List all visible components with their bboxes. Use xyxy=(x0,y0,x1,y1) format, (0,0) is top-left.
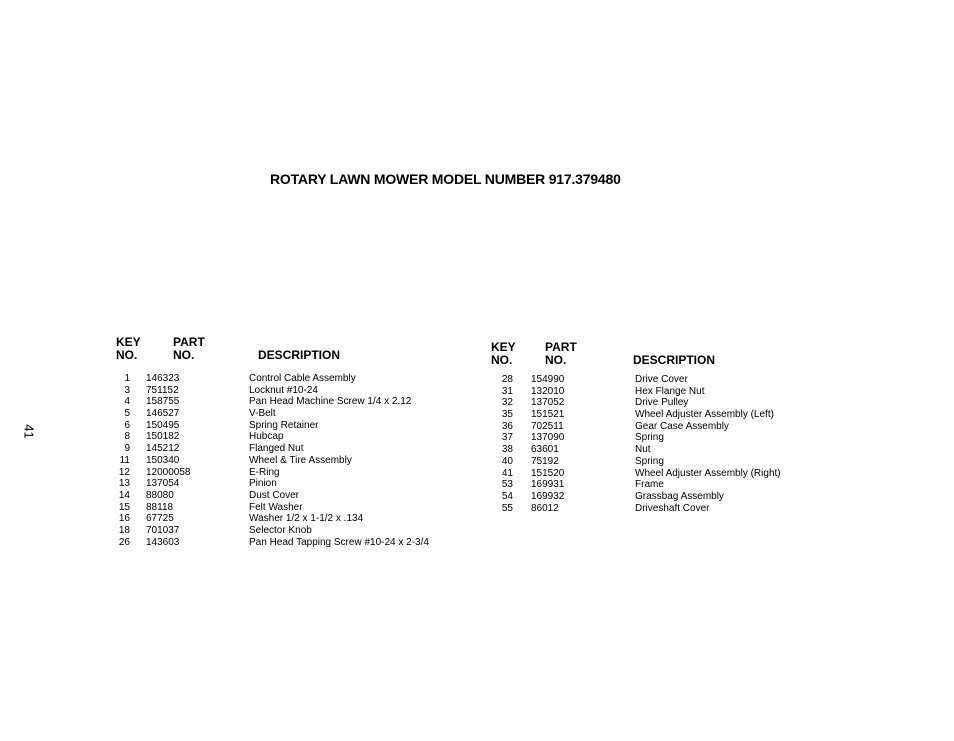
key-number: 37 xyxy=(501,432,513,444)
part-number: 146323 xyxy=(146,373,180,384)
part-number: 132010 xyxy=(531,385,565,397)
part-number: 150182 xyxy=(146,431,180,443)
key-number: 9 xyxy=(124,443,130,455)
part-number: 169932 xyxy=(531,490,565,502)
part-description: Gear Case Assembly xyxy=(635,420,729,432)
part-description: Hubcap xyxy=(249,431,284,443)
key-number: 31 xyxy=(501,385,513,397)
part-description: Locknut #10-24 xyxy=(249,384,318,396)
part-description: Spring xyxy=(635,432,664,444)
part-number: 154990 xyxy=(531,374,565,385)
part-description: Pinion xyxy=(249,478,277,490)
part-description: Flanged Nut xyxy=(249,443,304,455)
part-description: V-Belt xyxy=(249,408,276,420)
key-number: 8 xyxy=(124,431,130,443)
part-description: Wheel & Tire Assembly xyxy=(249,454,352,466)
part-number: 86012 xyxy=(531,502,559,514)
part-description: Washer 1/2 x 1-1/2 x .134 xyxy=(249,513,364,525)
part-description: Hex Flange Nut xyxy=(635,385,705,397)
part-number: 88080 xyxy=(146,489,174,501)
key-number: 41 xyxy=(501,467,513,479)
part-header-line2: NO. xyxy=(173,348,195,362)
part-description: Spring Retainer xyxy=(249,419,319,431)
key-number: 18 xyxy=(118,524,130,536)
part-description: E-Ring xyxy=(249,466,280,478)
part-number: 145212 xyxy=(146,443,180,455)
part-header-line1: PART xyxy=(173,335,205,349)
part-header-line2: NO. xyxy=(545,353,567,367)
part-number: 151520 xyxy=(531,467,565,479)
part-description: Grassbag Assembly xyxy=(635,490,724,502)
key-number: 26 xyxy=(118,536,130,548)
part-description: Nut xyxy=(635,444,651,456)
key-header-line2: NO. xyxy=(116,348,138,362)
key-number: 40 xyxy=(501,455,513,467)
key-number: 5 xyxy=(124,408,130,420)
key-number: 4 xyxy=(124,396,130,408)
part-number: 88118 xyxy=(146,501,174,513)
part-description: Spring xyxy=(635,455,664,467)
part-description: Dust Cover xyxy=(249,489,300,501)
key-number: 53 xyxy=(501,479,513,491)
key-header-line2: NO. xyxy=(491,353,513,367)
key-number: 3 xyxy=(124,384,130,396)
key-number: 11 xyxy=(119,454,130,466)
part-number: 137054 xyxy=(146,478,180,490)
part-description: Wheel Adjuster Assembly (Left) xyxy=(635,409,774,421)
key-number: 28 xyxy=(501,374,513,385)
part-description: Wheel Adjuster Assembly (Right) xyxy=(635,467,781,479)
part-number: 146527 xyxy=(146,408,180,420)
description-header: DESCRIPTION xyxy=(258,348,341,362)
description-header: DESCRIPTION xyxy=(633,353,716,367)
part-description: Driveshaft Cover xyxy=(635,502,710,514)
part-description: Pan Head Tapping Screw #10-24 x 2-3/4 xyxy=(249,536,429,548)
part-description: Drive Pulley xyxy=(635,397,689,409)
part-number: 702511 xyxy=(531,420,564,432)
key-number: 54 xyxy=(501,490,513,502)
part-number: 143603 xyxy=(146,536,180,548)
part-number: 158755 xyxy=(146,396,180,408)
part-description: Felt Washer xyxy=(249,501,303,513)
key-number: 38 xyxy=(501,444,513,456)
key-header-line1: KEY xyxy=(116,335,141,349)
part-number: 150340 xyxy=(146,454,180,466)
key-number: 1 xyxy=(124,373,130,384)
part-description: Selector Knob xyxy=(249,524,312,536)
key-header xyxy=(116,336,141,362)
part-number: 151521 xyxy=(531,409,565,421)
part-number: 137052 xyxy=(531,397,565,409)
key-number: 35 xyxy=(501,409,513,421)
part-number: 751152 xyxy=(146,384,179,396)
part-number: 137090 xyxy=(531,432,565,444)
part-number: 12000058 xyxy=(146,466,191,478)
part-number: 701037 xyxy=(146,524,180,536)
key-number: 36 xyxy=(501,420,513,432)
part-description: Frame xyxy=(635,479,664,491)
page-number: 41 xyxy=(21,424,37,439)
part-number: 75192 xyxy=(531,455,559,467)
part-header-line1: PART xyxy=(545,340,577,354)
part-number: 63601 xyxy=(531,444,559,456)
part-number: 169931 xyxy=(531,479,565,491)
part-header xyxy=(173,336,205,362)
key-number: 16 xyxy=(118,513,130,525)
key-number: 14 xyxy=(118,489,130,501)
key-header-line1: KEY xyxy=(491,340,516,354)
key-number: 15 xyxy=(118,501,130,513)
part-header xyxy=(545,341,577,367)
part-description: Pan Head Machine Screw 1/4 x 2.12 xyxy=(249,396,412,408)
key-number: 6 xyxy=(124,419,130,431)
key-number: 55 xyxy=(501,502,513,514)
key-number: 32 xyxy=(501,397,513,409)
key-header xyxy=(491,341,516,367)
key-number: 12 xyxy=(118,466,130,478)
document-title: ROTARY LAWN MOWER MODEL NUMBER 917.379480 xyxy=(270,171,621,187)
part-number: 150495 xyxy=(146,419,180,431)
key-number: 13 xyxy=(118,478,130,490)
part-description: Drive Cover xyxy=(635,374,688,385)
part-number: 67725 xyxy=(146,513,174,525)
part-description: Control Cable Assembly xyxy=(249,373,356,384)
